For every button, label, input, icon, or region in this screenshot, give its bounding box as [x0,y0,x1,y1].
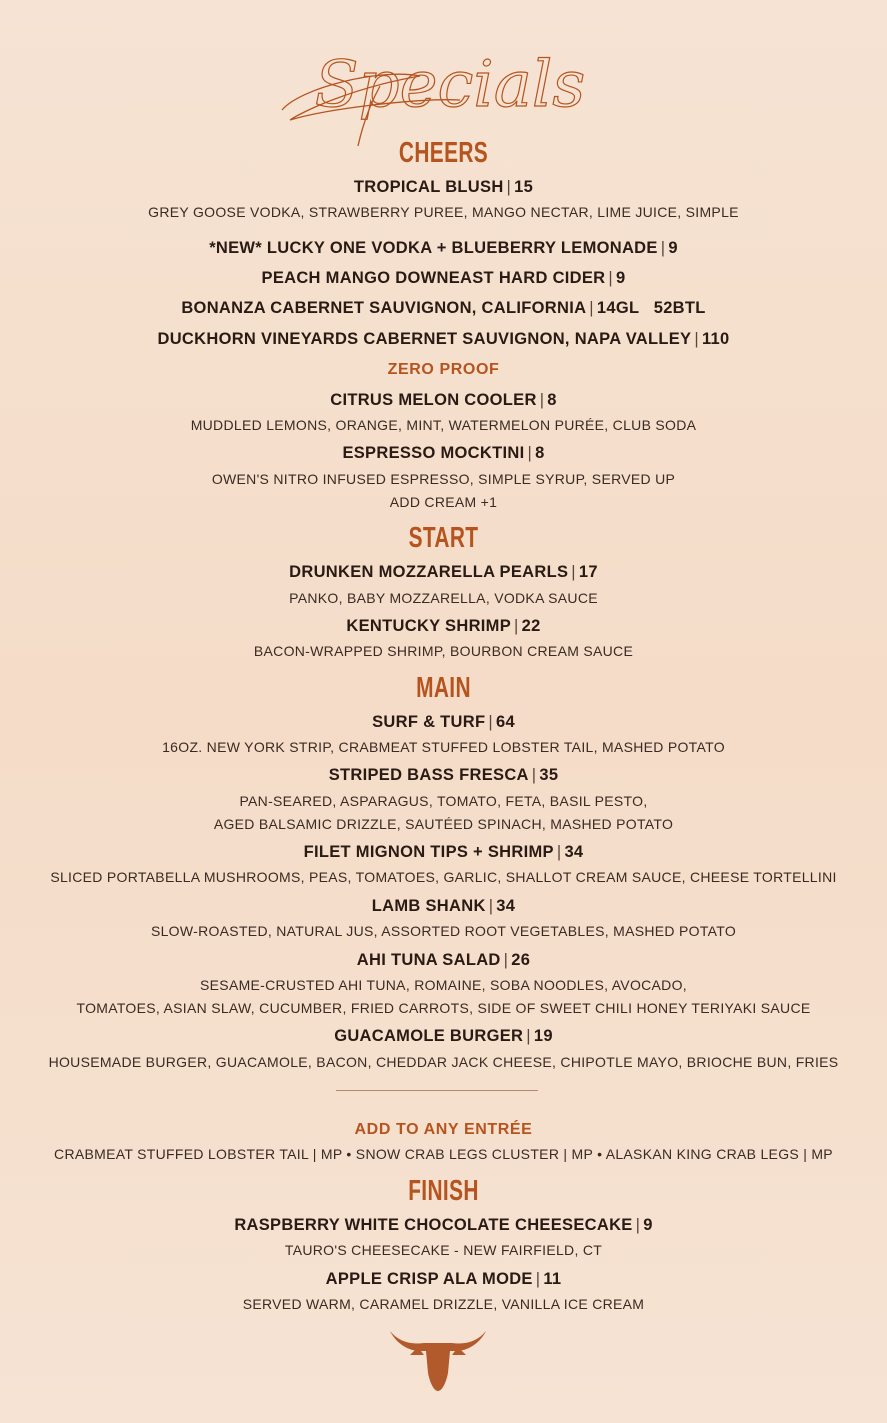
item-desc: BACON-WRAPPED SHRIMP, BOURBON CREAM SAUCE [253,643,634,659]
item-desc: GREY GOOSE VODKA, STRAWBERRY PUREE, MANGO NECTAR, LIME JUICE, SIMPLE [148,204,739,220]
item-name: KENTUCKY SHRIMP [346,617,512,635]
item-price: 9 [668,239,678,257]
item-desc: MUDDLED LEMONS, ORANGE, MINT, WATERMELON PURÉE, CLUB SODA [190,417,697,433]
item-price: 35 [539,766,559,784]
item-price: 26 [511,951,531,969]
subhead-add-to-entree: ADD TO ANY ENTRÉE [354,1121,533,1138]
item-name: STRIPED BASS FRESCA [328,766,529,784]
item-price: 9 [616,269,626,287]
item-price: 11 [543,1270,562,1288]
item-name: GUACAMOLE BURGER [334,1027,524,1045]
item-price: 17 [578,563,598,581]
item-desc-2: TOMATOES, ASIAN SLAW, CUCUMBER, FRIED CARROTS, SIDE OF SWEET CHILI HONEY TERIYAKI SAUCE [76,1000,811,1016]
item-ahi-tuna: AHI TUNA SALAD | 26 [356,951,531,969]
item-desc-2: AGED BALSAMIC DRIZZLE, SAUTÉED SPINACH, MASHED POTATO [213,816,674,832]
item-peach-cider: PEACH MANGO DOWNEAST HARD CIDER | 9 [261,269,626,287]
item-price: 15 [514,178,534,196]
item-price: 14GL 52BTL [596,299,706,317]
item-name: *NEW* LUCKY ONE VODKA + BLUEBERRY LEMONADE [209,239,658,257]
item-name: TROPICAL BLUSH [353,178,504,196]
item-price: 34 [496,897,516,915]
item-price: 9 [643,1216,653,1234]
item-surf-turf: SURF & TURF | 64 [372,713,515,731]
item-name: FILET MIGNON TIPS + SHRIMP [303,843,554,861]
title-text: Specials [314,48,586,122]
item-guacamole-burger: GUACAMOLE BURGER | 19 [334,1027,553,1045]
item-desc: SERVED WARM, CARAMEL DRIZZLE, VANILLA ICE CREAM [242,1296,645,1312]
item-lamb-shank: LAMB SHANK | 34 [371,897,516,915]
item-name: DUCKHORN VINEYARDS CABERNET SAUVIGNON, NAPA VALLEY [157,330,692,348]
section-finish: FINISH [408,1175,479,1207]
item-cheesecake: RASPBERRY WHITE CHOCOLATE CHEESECAKE | 9 [234,1216,653,1234]
item-price: 8 [547,391,557,409]
item-desc: 16OZ. NEW YORK STRIP, CRABMEAT STUFFED LOBSTER TAIL, MASHED POTATO [162,739,725,755]
item-price: 22 [521,617,541,635]
item-price: 34 [564,843,584,861]
item-mozzarella-pearls: DRUNKEN MOZZARELLA PEARLS | 17 [289,563,598,581]
item-bonanza: BONANZA CABERNET SAUVIGNON, CALIFORNIA | 14GL 52BTL [181,299,706,317]
item-name: APPLE CRISP ALA MODE [325,1270,533,1288]
item-name: RASPBERRY WHITE CHOCOLATE CHEESECAKE [234,1216,633,1234]
item-striped-bass: STRIPED BASS FRESCA | 35 [328,766,559,784]
item-desc: PANKO, BABY MOZZARELLA, VODKA SAUCE [289,590,598,606]
item-name: SURF & TURF [372,713,486,731]
item-name: DRUNKEN MOZZARELLA PEARLS [289,563,569,581]
item-name: BONANZA CABERNET SAUVIGNON, CALIFORNIA [181,299,587,317]
item-espresso-mocktini: ESPRESSO MOCKTINI | 8 [342,444,545,462]
longhorn-bull-icon [388,1325,488,1395]
item-price: 110 [701,330,730,348]
item-duckhorn: DUCKHORN VINEYARDS CABERNET SAUVIGNON, NAPA VALLEY | 110 [157,330,730,348]
item-name: CITRUS MELON COOLER [330,391,537,409]
item-name: AHI TUNA SALAD [356,951,501,969]
addons-list: CRABMEAT STUFFED LOBSTER TAIL | MP • SNOW CRAB LEGS CLUSTER | MP • ALASKAN KING CRAB LEGS | MP [54,1146,833,1162]
item-kentucky-shrimp: KENTUCKY SHRIMP | 22 [346,617,541,635]
item-filet-mignon: FILET MIGNON TIPS + SHRIMP | 34 [303,843,584,861]
item-tropical-blush: TROPICAL BLUSH | 15 [353,178,534,196]
item-desc: SLOW-ROASTED, NATURAL JUS, ASSORTED ROOT VEGETABLES, MASHED POTATO [150,923,737,939]
item-name: ESPRESSO MOCKTINI [342,444,525,462]
item-desc: TAURO'S CHEESECAKE - NEW FAIRFIELD, CT [284,1242,603,1258]
item-name: PEACH MANGO DOWNEAST HARD CIDER [261,269,606,287]
section-cheers: CHEERS [398,137,489,169]
item-price: 19 [533,1027,553,1045]
item-desc: PAN-SEARED, ASPARAGUS, TOMATO, FETA, BASIL PESTO, [239,793,648,809]
item-price: 8 [535,444,545,462]
section-start: START [408,522,479,554]
item-lucky-one: *NEW* LUCKY ONE VODKA + BLUEBERRY LEMONADE | 9 [209,239,678,257]
section-main: MAIN [416,672,471,704]
item-name: LAMB SHANK [371,897,486,915]
item-desc-2: ADD CREAM +1 [389,494,498,510]
divider-rule [336,1090,538,1091]
item-desc: SLICED PORTABELLA MUSHROOMS, PEAS, TOMATOES, GARLIC, SHALLOT CREAM SAUCE, CHEESE TORTELLINI [50,869,837,885]
item-desc: OWEN'S NITRO INFUSED ESPRESSO, SIMPLE SYRUP, SERVED UP [211,471,676,487]
item-citrus-cooler: CITRUS MELON COOLER | 8 [330,391,557,409]
item-price: 64 [495,713,515,731]
item-desc: SESAME-CRUSTED AHI TUNA, ROMAINE, SOBA NOODLES, AVOCADO, [200,977,687,993]
item-apple-crisp: APPLE CRISP ALA MODE | 11 [325,1270,562,1288]
item-desc: HOUSEMADE BURGER, GUACAMOLE, BACON, CHEDDAR JACK CHEESE, CHIPOTLE MAYO, BRIOCHE BUN, FRIES [48,1054,839,1070]
subhead-zero-proof: ZERO PROOF [387,361,500,378]
